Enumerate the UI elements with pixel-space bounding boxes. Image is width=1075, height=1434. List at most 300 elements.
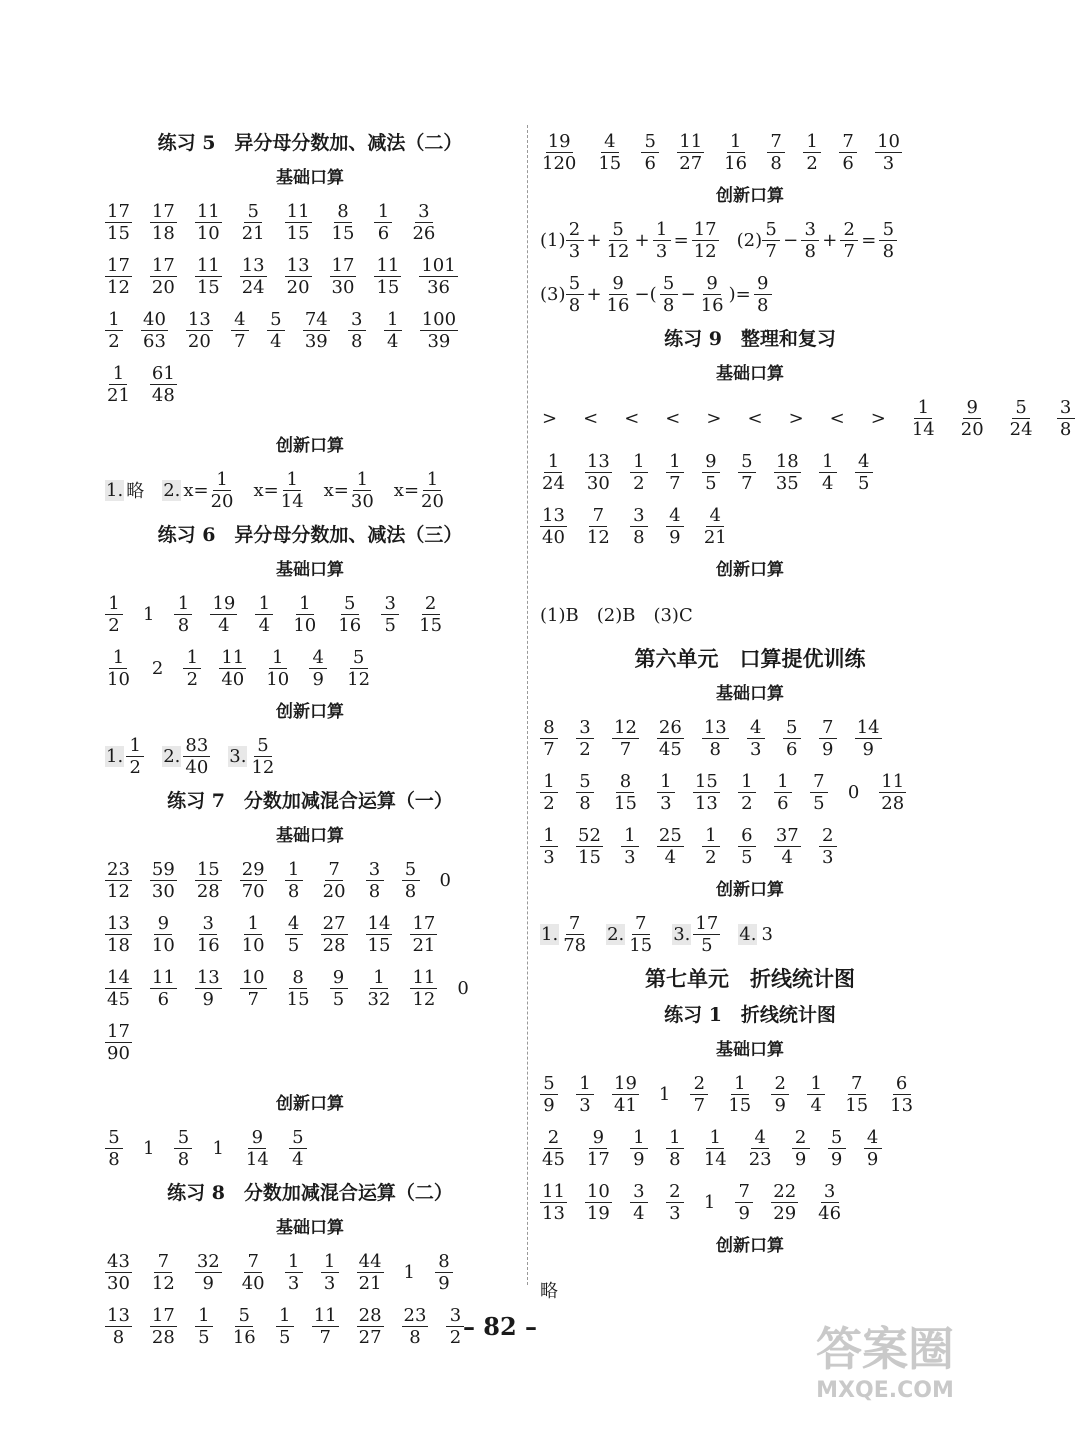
fraction [540, 1181, 567, 1224]
numerator: 10 [241, 966, 265, 988]
answer-item [231, 309, 249, 352]
answer-item [807, 1073, 825, 1116]
denominator: 36 [427, 276, 450, 298]
integer-answer: 1 [143, 1137, 155, 1159]
numerator: 3 [415, 201, 433, 223]
denominator: 9 [866, 1148, 879, 1170]
unit-title: 第七单元 折线统计图 [645, 966, 855, 991]
numerator: 5 [576, 771, 594, 793]
numerator: 1 [296, 593, 314, 615]
fraction [612, 771, 639, 814]
numerator: 8 [289, 967, 307, 989]
denominator: 8 [177, 1148, 190, 1170]
answer-item [540, 1127, 567, 1170]
denominator: 7 [843, 240, 855, 262]
denominator: 8 [368, 880, 381, 902]
answer-item [330, 967, 348, 1010]
denominator: 4 [270, 330, 282, 352]
answer-item [330, 201, 357, 244]
denominator: 18 [107, 934, 130, 956]
answer-item [738, 771, 756, 814]
answer-item [540, 601, 693, 627]
denominator: 3 [821, 846, 834, 868]
numerator: 27 [322, 912, 346, 934]
denominator: 30 [350, 490, 374, 512]
answer-item [819, 825, 837, 868]
denominator: 3 [882, 152, 895, 174]
answer-row [540, 499, 960, 553]
numerator: 15 [196, 858, 220, 880]
integer-answer: < [624, 407, 640, 429]
denominator: 21 [358, 1272, 382, 1294]
denominator: 8 [756, 294, 769, 316]
answer-item [959, 397, 986, 440]
answer-item [255, 593, 273, 636]
integer-answer: 2 [151, 657, 164, 679]
numerator: 10 [877, 130, 900, 152]
answer-item [410, 967, 437, 1010]
denominator: 4 [633, 1202, 645, 1224]
answer-item [381, 593, 399, 636]
answer-item [641, 131, 659, 174]
numerator: 11 [221, 646, 245, 668]
numerator: 11 [412, 966, 436, 988]
answer-item [105, 735, 144, 778]
denominator: 2 [108, 330, 120, 352]
numerator: 1 [174, 593, 192, 615]
numerator: 25 [658, 824, 682, 846]
answer-item [702, 825, 720, 868]
denominator: 15 [728, 1094, 752, 1116]
numerator: 2 [566, 219, 584, 241]
denominator: 20 [322, 880, 346, 902]
denominator: 10 [196, 222, 220, 244]
numerator: 9 [963, 397, 981, 419]
answer-item [869, 408, 888, 429]
denominator: 45 [107, 988, 130, 1010]
numerator: 1 [109, 647, 127, 669]
numerator: 12 [614, 716, 637, 738]
answer-row [105, 1015, 515, 1069]
answer-item [657, 825, 684, 868]
answer-item [336, 593, 363, 636]
answer-text: x= [393, 479, 420, 501]
answer-item [150, 1251, 177, 1294]
numerator: 4 [751, 1127, 769, 1149]
denominator: 48 [151, 384, 175, 406]
answer-item [366, 859, 384, 902]
fraction [738, 451, 756, 494]
operator: + [586, 283, 602, 305]
answer-item [657, 1084, 672, 1105]
integer-answer: 1 [703, 1191, 716, 1213]
denominator: 3 [660, 792, 672, 814]
numerator: 8 [334, 201, 352, 223]
numerator: 13 [286, 254, 310, 276]
answer-item [357, 1251, 384, 1294]
answer-item [792, 1127, 810, 1170]
denominator: 15 [419, 614, 443, 636]
answer-item [704, 408, 723, 429]
numerator: 13 [107, 912, 130, 934]
answer-item [738, 924, 775, 945]
denominator: 21 [107, 384, 130, 406]
answer-item [875, 131, 902, 174]
denominator: 8 [108, 1148, 120, 1170]
numerator: 5 [660, 273, 678, 295]
answer-item [663, 408, 682, 429]
numerator: 4 [666, 505, 684, 527]
operator: − [680, 283, 696, 305]
unit-title: 第六单元 口算提优训练 [634, 646, 866, 671]
denominator: 7 [619, 738, 632, 760]
answer-item [540, 451, 567, 494]
section-subtitle: 创新口算 [276, 702, 344, 722]
answer-row [540, 445, 960, 499]
numerator: 14 [367, 912, 391, 934]
numerator: 1 [183, 647, 201, 669]
fraction [693, 913, 720, 956]
numerator: 3 [821, 1181, 839, 1203]
question-number: 3. [229, 745, 247, 767]
denominator: 5 [857, 472, 870, 494]
answer-item [672, 913, 720, 956]
fraction [410, 201, 437, 244]
numerator: 9 [330, 967, 348, 989]
numerator: 22 [773, 1180, 797, 1202]
denominator: 9 [633, 1148, 645, 1170]
operator: = [861, 229, 877, 251]
answer-item [195, 967, 222, 1010]
denominator: 12 [107, 276, 130, 298]
answer-item [774, 825, 801, 868]
numerator: 17 [695, 912, 719, 934]
answer-item [581, 408, 600, 429]
fraction [285, 201, 312, 244]
denominator: 120 [542, 152, 577, 174]
answer-item [783, 717, 801, 760]
fraction [150, 859, 177, 902]
fraction [321, 859, 348, 902]
question-number: 1. [106, 479, 124, 501]
denominator: 14 [280, 490, 304, 512]
answer-item [330, 255, 357, 298]
fraction [605, 219, 632, 262]
denominator: 8 [633, 526, 645, 548]
fraction [879, 219, 897, 262]
section-subtitle: 基础口算 [716, 684, 784, 704]
answer-item [384, 309, 402, 352]
numerator: 9 [154, 913, 172, 935]
denominator: 5 [332, 988, 345, 1010]
fraction [864, 1127, 882, 1170]
numerator: 13 [187, 308, 211, 330]
numerator: 29 [241, 858, 265, 880]
denominator: 16 [606, 294, 630, 316]
numerator: 11 [286, 200, 310, 222]
denominator: 15 [598, 152, 622, 174]
answer-item [285, 913, 303, 956]
numerator: 5 [341, 593, 359, 615]
denominator: 3 [655, 240, 668, 262]
integer-answer: > [542, 407, 558, 429]
denominator: 10 [241, 934, 265, 956]
numerator: 1 [630, 451, 648, 473]
denominator: 15 [107, 222, 130, 244]
answer-item [576, 717, 594, 760]
numerator: 1 [544, 451, 562, 473]
answer-item [195, 913, 222, 956]
denominator: 14 [911, 418, 935, 440]
numerator: 2 [792, 1127, 810, 1149]
denominator: 24 [241, 276, 265, 298]
denominator: 3 [568, 240, 581, 262]
fraction [910, 397, 937, 440]
integer-answer: 0 [847, 781, 860, 803]
denominator: 2 [108, 614, 120, 636]
denominator: 20 [960, 418, 984, 440]
fraction [150, 255, 177, 298]
answer-item [621, 825, 639, 868]
page-number: – 82 – [462, 1312, 538, 1341]
answer-item [174, 593, 192, 636]
numerator: 1 [738, 771, 756, 793]
numerator: 6 [893, 1073, 911, 1095]
denominator: 4 [781, 846, 793, 868]
answer-item [410, 201, 437, 244]
answer-row [105, 249, 515, 303]
numerator: 1 [321, 1251, 339, 1273]
fraction [183, 735, 210, 778]
answer-item [289, 1127, 307, 1170]
fraction [855, 717, 882, 760]
numerator: 17 [151, 200, 175, 222]
numerator: 11 [376, 254, 400, 276]
fraction [566, 219, 584, 262]
answer-item [210, 593, 237, 636]
denominator: 6 [644, 152, 656, 174]
fraction [540, 1073, 558, 1116]
fraction [576, 717, 594, 760]
exercise-title: 练习 1 折线统计图 [664, 1004, 836, 1026]
fraction [330, 967, 348, 1010]
answer-item [745, 408, 764, 429]
denominator: 21 [241, 222, 265, 244]
operator: + [634, 229, 650, 251]
answer-item [291, 593, 318, 636]
answer-item [702, 717, 729, 760]
fraction [666, 1181, 684, 1224]
numerator: 7 [810, 771, 828, 793]
numerator: 7 [848, 1073, 866, 1095]
denominator: 39 [304, 330, 328, 352]
numerator: 1 [807, 1073, 825, 1095]
denominator: 3 [543, 846, 555, 868]
operator: −( [634, 283, 657, 305]
fraction [819, 825, 837, 868]
fraction [105, 1021, 132, 1064]
denominator: 7 [669, 472, 681, 494]
answer-item [771, 1181, 798, 1224]
denominator: 3 [749, 738, 762, 760]
numerator: 5 [762, 219, 780, 241]
numerator: 4 [747, 717, 765, 739]
numerator: 1 [540, 825, 558, 847]
denominator: 20 [421, 490, 444, 512]
integer-answer: 1 [658, 1083, 671, 1105]
answer-item [285, 967, 312, 1010]
fraction [402, 859, 420, 902]
fraction [840, 219, 858, 262]
fraction [660, 273, 678, 316]
fraction [141, 309, 168, 352]
answer-item [285, 255, 312, 298]
fraction [855, 451, 873, 494]
answer-item [105, 1251, 132, 1294]
fraction [754, 273, 772, 316]
answer-item [321, 913, 348, 956]
numerator: 1 [126, 735, 144, 757]
denominator: 8 [404, 880, 417, 902]
denominator: 15 [629, 934, 653, 956]
numerator: 3 [348, 309, 366, 331]
answer-item [819, 451, 837, 494]
fraction [291, 593, 318, 636]
numerator: 1 [384, 309, 402, 331]
denominator: 6 [777, 792, 789, 814]
answer-item [420, 309, 458, 352]
denominator: 30 [151, 880, 175, 902]
section-subtitle: 创新口算 [716, 560, 784, 580]
numerator: 2 [771, 1073, 789, 1095]
fraction [435, 1251, 453, 1294]
fraction [150, 363, 177, 406]
answer-row [540, 1067, 960, 1121]
denominator: 9 [738, 1202, 750, 1224]
numerator: 5 [105, 1127, 123, 1149]
answer-item [402, 1262, 417, 1283]
answer-item [630, 451, 648, 494]
fraction [843, 1073, 870, 1116]
denominator: 30 [331, 276, 355, 298]
section-subtitle: 基础口算 [276, 560, 344, 580]
answer-item [321, 1251, 339, 1294]
fraction [417, 593, 444, 636]
fraction [336, 593, 363, 636]
fraction [540, 825, 558, 868]
numerator: 5 [244, 201, 262, 223]
denominator: 4 [292, 1148, 304, 1170]
answer-item [738, 825, 756, 868]
numerator: 3 [1057, 397, 1075, 419]
numerator: 6 [738, 825, 756, 847]
answer-row [105, 357, 515, 411]
fraction [726, 1073, 753, 1116]
answer-item [219, 647, 246, 690]
fraction [738, 771, 756, 814]
answer-item [630, 1181, 648, 1224]
fraction [839, 131, 857, 174]
fraction [249, 735, 276, 778]
answer-row [540, 391, 1072, 445]
numerator: 1 [370, 967, 388, 989]
fraction [735, 1181, 753, 1224]
numerator: 13 [703, 716, 727, 738]
right-column [540, 125, 1072, 1317]
fraction [540, 1127, 567, 1170]
fraction [186, 309, 213, 352]
denominator: 5 [198, 1326, 210, 1348]
answer-row [540, 1263, 960, 1317]
section-subtitle: 创新口算 [716, 186, 784, 206]
answer-item [240, 1251, 267, 1294]
fraction [612, 1073, 639, 1116]
answer-text: (1) [540, 229, 566, 251]
denominator: 41 [614, 1094, 637, 1116]
numerator: 19 [212, 592, 236, 614]
fraction [690, 1073, 708, 1116]
answer-item [630, 505, 648, 548]
answer-item [771, 1073, 789, 1116]
answer-item [596, 131, 623, 174]
numerator: 1 [353, 469, 371, 491]
numerator: 7 [819, 717, 837, 739]
answer-item [666, 1181, 684, 1224]
fraction [105, 363, 132, 406]
numerator: 5 [267, 309, 285, 331]
denominator: 5 [741, 846, 753, 868]
fraction [105, 255, 132, 298]
answer-item [394, 469, 446, 512]
fraction [767, 131, 785, 174]
watermark-logo: 答案圈 [816, 1322, 954, 1376]
answer-item [210, 1138, 225, 1159]
answer-item [150, 363, 177, 406]
numerator: 5 [350, 647, 368, 669]
numerator: 10 [586, 1180, 610, 1202]
numerator: 18 [775, 450, 799, 472]
denominator: 7 [234, 330, 246, 352]
denominator: 8 [579, 792, 591, 814]
answer-item [630, 1127, 648, 1170]
denominator: 2 [806, 152, 818, 174]
integer-answer: > [788, 407, 804, 429]
answer-item [195, 201, 222, 244]
denominator: 9 [774, 1094, 786, 1116]
denominator: 9 [862, 738, 874, 760]
answer-item [693, 771, 720, 814]
operator: = [673, 229, 689, 251]
numerator: 1 [423, 469, 441, 491]
answer-text: 略 [126, 481, 145, 502]
denominator: 28 [151, 1326, 175, 1348]
numerator: 7 [767, 131, 785, 153]
answer-item [846, 782, 861, 803]
numerator: 1 [213, 469, 231, 491]
denominator: 29 [773, 1202, 797, 1224]
numerator: 17 [412, 912, 436, 934]
section-subtitle: 创新口算 [276, 436, 344, 456]
denominator: 20 [210, 490, 234, 512]
denominator: 28 [322, 934, 346, 956]
question-number: 2. [163, 745, 181, 767]
denominator: 8 [804, 240, 816, 262]
fraction [105, 1251, 132, 1294]
denominator: 15 [614, 792, 637, 814]
denominator: 30 [586, 472, 610, 494]
operator: + [586, 229, 602, 251]
question-number: 3. [673, 923, 691, 945]
